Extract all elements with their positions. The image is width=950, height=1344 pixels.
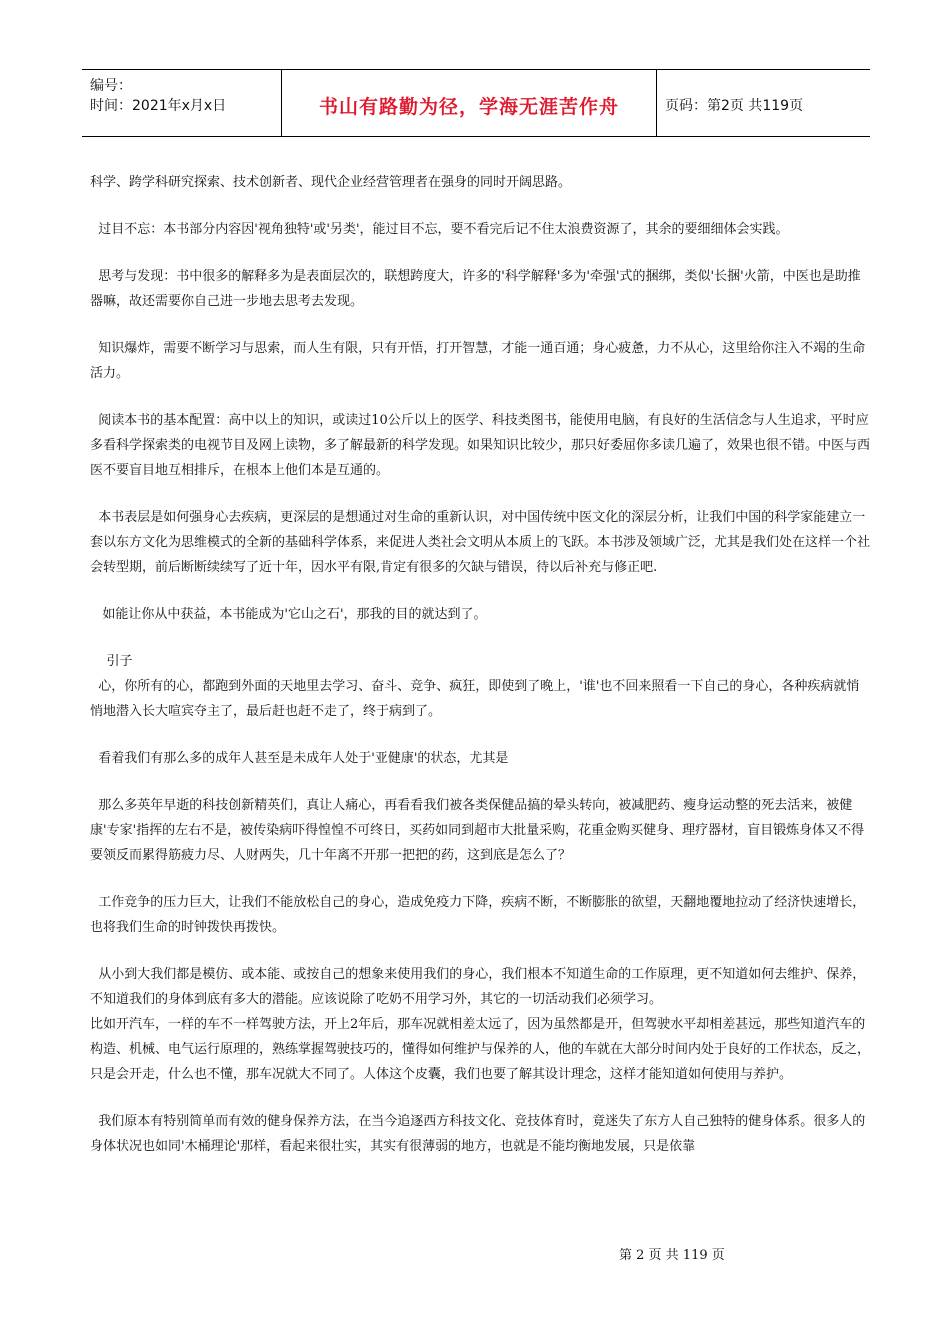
document-body (90, 170, 870, 1159)
paragraph: 本书表层是如何强身心去疾病，更深层的是想通过对生命的重新认识，对中国传统中医文化的深层分析，让我们中国的科学家能建立一套以东方文化为思维模式的全新的基础科学体系，来促进人类社会文明从本质上的飞跃。本书涉及领域广泛，尤其是我们处在这样一个社会转型期，前后断断续续写了近十年，因水平有限,肯定有很多的欠缺与错误，待以后补充与修正吧. (90, 510, 871, 575)
document-number-label: 编号： (90, 78, 132, 94)
paragraph: 比如开汽车，一样的车不一样驾驶方法，开上2年后，那车况就相差太远了，因为虽然都是开，但驾驶水平却相差甚远，那些知道汽车的构造、机械、电气运行原理的，熟练掌握驾驶技巧的，懂得如何维护与保养的人，他的车就在大部分时间内处于良好的工作状态，反之，只是会开走，什么也不懂，那车况就大不同了。人体这个皮囊，我们也要了解其设计理念，这样才能知道如何使用与养护。 (90, 1017, 871, 1082)
paragraph: 科学、跨学科研究探索、技术创新者、现代企业经营管理者在强身的同时开阔思路。 (90, 175, 572, 190)
paragraph: 看着我们有那么多的成年人甚至是未成年人处于'亚健康'的状态，尤其是 (90, 751, 509, 766)
section-heading: 引子 (90, 654, 133, 669)
header-motto: 书山有路勤为径，学海无涯苦作舟 (282, 70, 657, 136)
header-page-info: 页码：第2页 共119页 (665, 98, 804, 114)
paragraph: 如能让你从中获益，本书能成为'它山之石'，那我的目的就达到了。 (90, 607, 487, 622)
paragraph: 阅读本书的基本配置：高中以上的知识，或读过10公斤以上的医学、科技类图书，能使用电脑，有良好的生活信念与人生追求，平时应多看科学探索类的电视节目及网上读物，多了解最新的科学发现。如果知识比较少，那只好委屈你多读几遍了，效果也很不错。中医与西医不要盲目地互相排斥，在根本上他们本是互通的。 (90, 413, 871, 478)
page-header (82, 69, 870, 137)
paragraph: 心，你所有的心，都跑到外面的天地里去学习、奋斗、竞争、疯狂，即使到了晚上，'谁'也不回来照看一下自己的身心，各种疾病就悄悄地潜入长大喧宾夺主了，最后赶也赶不走了，终于病到了。 (90, 679, 860, 719)
paragraph: 知识爆炸，需要不断学习与思索，而人生有限，只有开悟，打开智慧，才能一通百通；身心疲惫，力不从心，这里给你注入不竭的生命活力。 (90, 341, 866, 381)
paragraph: 思考与发现：书中很多的解释多为是表面层次的，联想跨度大，许多的'科学解释'多为'牵强'式的捆绑，类似'长捆'火箭，中医也是助推器嘛，故还需要你自己进一步地去思考去发现。 (90, 269, 861, 309)
paragraph: 那么多英年早逝的科技创新精英们，真让人痛心，再看看我们被各类保健品搞的晕头转向，被减肥药、瘦身运动整的死去活来，被健康'专家'指挥的左右不是，被传染病吓得惶惶不可终日，买药如同到超市大批量采购，花重金购买健身、理疗器材，盲目锻炼身体又不得要领反而累得筋疲力尽、人财两失，几十年离不开那一把把的药，这到底是怎么了？ (90, 798, 865, 863)
page-footer: 第 2 页 共 119 页 (619, 1248, 725, 1263)
header-meta (82, 70, 282, 136)
paragraph: 工作竞争的压力巨大，让我们不能放松自己的身心，造成免疫力下降，疾病不断，不断膨胀的欲望，天翻地覆地拉动了经济快速增长，也将我们生命的时钟拨快再拨快。 (90, 895, 866, 935)
paragraph: 从小到大我们都是模仿、或本能、或按自己的想象来使用我们的身心，我们根本不知道生命的工作原理，更不知道如何去维护、保养，不知道我们的身体到底有多大的潜能。应该说除了吃奶不用学习外，其它的一切活动我们必须学习。 (90, 967, 866, 1007)
document-date: 时间：2021年x月x日 (90, 98, 227, 114)
paragraph: 过目不忘：本书部分内容因'视角独特'或'另类'，能过目不忘，要不看完后记不住太浪费资源了，其余的要细细体会实践。 (90, 222, 789, 237)
paragraph: 我们原本有特别简单而有效的健身保养方法，在当今追逐西方科技文化、竞技体育时，竟迷失了东方人自己独特的健身体系。很多人的身体状况也如同'木桶理论'那样，看起来很壮实，其实有很薄弱的地方，也就是不能均衡地发展，只是依靠 (90, 1114, 866, 1154)
